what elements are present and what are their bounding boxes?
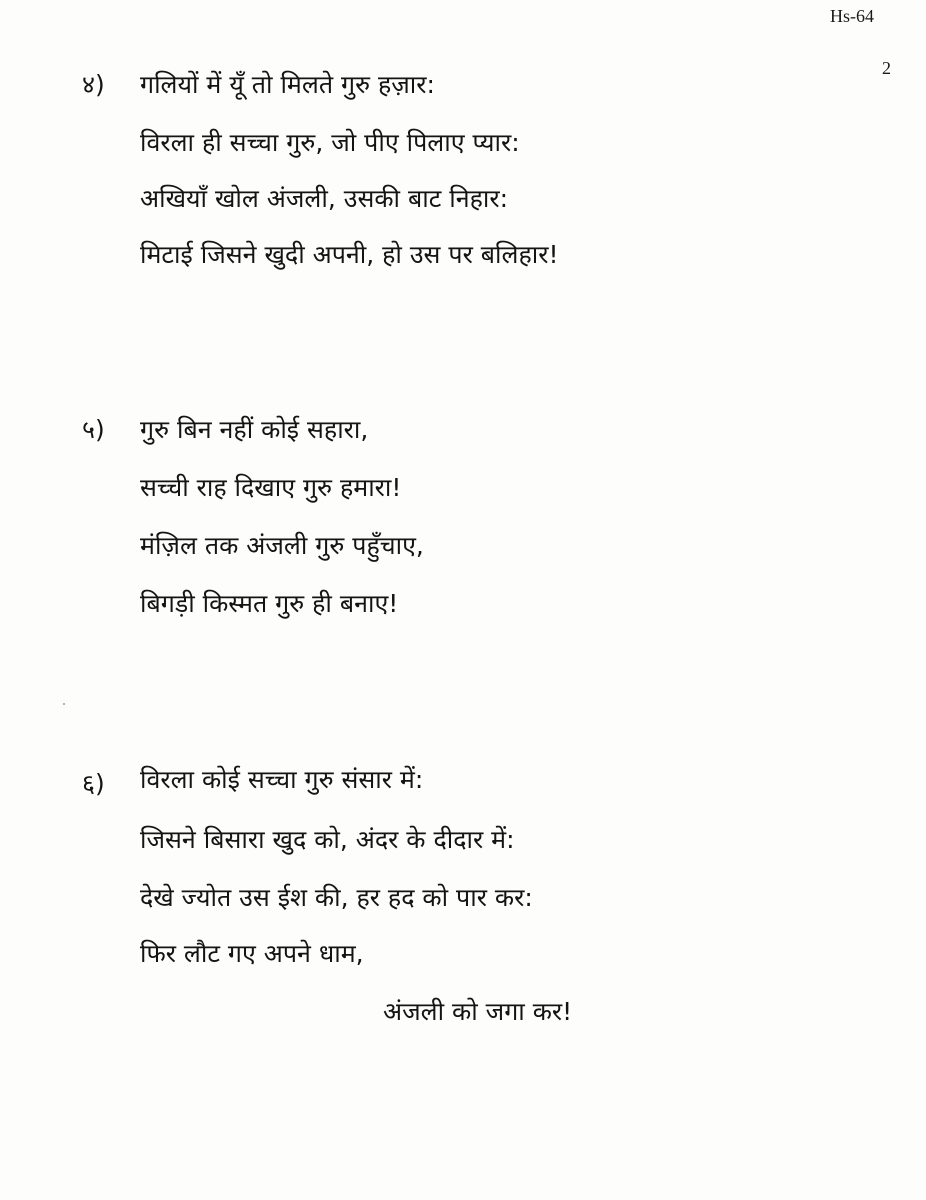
verse-line: विरला कोई सच्चा गुरु संसार में:	[140, 765, 424, 794]
stanza-number: ४)	[82, 70, 105, 99]
page-code: Hs-64	[830, 6, 874, 26]
verse-line: गलियों में यूँ तो मिलते गुरु हज़ार:	[140, 70, 435, 99]
verse-line: बिगड़ी किस्मत गुरु ही बनाए!	[140, 589, 399, 618]
verse-line: मिटाई जिसने खुदी अपनी, हो उस पर बलिहार!	[140, 240, 559, 269]
verse-line-closing: अंजली को जगा कर!	[383, 997, 573, 1026]
verse-line: गुरु बिन नहीं कोई सहारा,	[140, 415, 369, 444]
scan-speck	[63, 703, 65, 705]
stanza-number: ५)	[82, 415, 105, 444]
verse-line: मंज़िल तक अंजली गुरु पहुँचाए,	[140, 531, 424, 560]
verse-line: अखियाँ खोल अंजली, उसकी बाट निहार:	[140, 184, 509, 213]
verse-line: सच्ची राह दिखाए गुरु हमारा!	[140, 473, 402, 502]
stanza-number: ६)	[82, 769, 105, 798]
verse-line: देखे ज्योत उस ईश की, हर हद को पार कर:	[140, 883, 533, 912]
page-number: 2	[882, 58, 891, 78]
verse-line: विरला ही सच्चा गुरु, जो पीए पिलाए प्यार:	[140, 128, 520, 157]
verse-line: जिसने बिसारा खुद को, अंदर के दीदार में:	[140, 825, 515, 854]
verse-line: फिर लौट गए अपने धाम,	[140, 939, 364, 968]
